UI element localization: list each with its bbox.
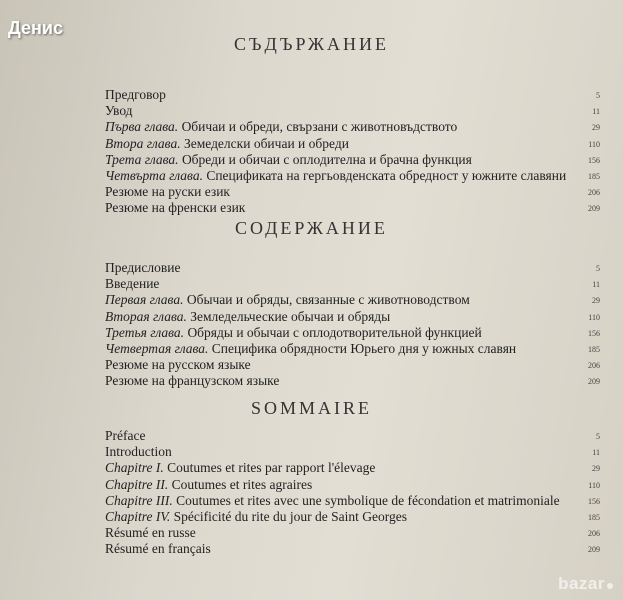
toc-entry: Résumé en français 209: [105, 541, 600, 557]
toc-entry: Резюме на френски език 209: [105, 200, 600, 216]
toc-entry: Третья глава. Обряды и обычаи с оплодотворительной функцией 156: [105, 324, 600, 340]
page-number: 29: [592, 296, 600, 306]
page-number: 11: [592, 280, 600, 290]
page-number: 11: [592, 107, 600, 117]
toc-entry: Четвертая глава. Специфика обрядности Юрьего дня у южных славян 185: [105, 340, 600, 356]
page-number: 206: [588, 361, 600, 371]
toc-entry: Chapitre I. Coutumes et rites par rapport l'élevage 29: [105, 460, 600, 476]
page-number: 156: [588, 328, 600, 338]
toc-entry: Предисловие 5: [105, 260, 600, 275]
toc-entry: Втора глава. Земеделски обичаи и обреди 110: [105, 135, 600, 151]
toc-entry: Четвърта глава. Спецификата на гергьовденската обредност у южните славяни 185: [105, 167, 600, 183]
page-number: 209: [588, 204, 600, 214]
toc-entry: Резюме на руски език 206: [105, 184, 600, 200]
toc-entry: Вторая глава. Земледельческие обычаи и обряды 110: [105, 308, 600, 324]
toc-entry: Введение 11: [105, 276, 600, 292]
toc-entry: Увод 11: [105, 103, 600, 119]
page-number: 206: [588, 529, 600, 539]
toc-entry: Chapitre IV. Spécificité du rite du jour de Saint Georges 185: [105, 508, 600, 524]
page-number: 110: [588, 139, 600, 149]
seller-watermark: Денис: [8, 18, 64, 38]
page-number: 185: [588, 512, 600, 522]
page-number: 206: [588, 188, 600, 198]
page-number: 5: [596, 432, 600, 441]
page-number: 29: [592, 123, 600, 133]
page-number: 110: [588, 480, 600, 490]
toc-entry: Первая глава. Обычаи и обряды, связанные с животноводством 29: [105, 292, 600, 308]
page-number: 29: [592, 464, 600, 474]
page-number: 185: [588, 171, 600, 181]
toc-list-french: [105, 428, 600, 558]
toc-entry: Chapitre II. Coutumes et rites agraires 110: [105, 476, 600, 492]
page-number: 209: [588, 377, 600, 387]
bazar-logo: bazar: [558, 574, 613, 594]
toc-entry: Предговор 5: [105, 87, 600, 102]
toc-entry: Préface 5: [105, 428, 600, 443]
toc-entry: Chapitre III. Coutumes et rites avec une symbolique de fécondation et matrimoniale 156: [105, 492, 600, 508]
page-number: 110: [588, 312, 600, 322]
page-number: 5: [596, 264, 600, 273]
toc-entry: Първа глава. Обичаи и обреди, свързани с животновъдството 29: [105, 119, 600, 135]
toc-entry: Резюме на русском языке 206: [105, 357, 600, 373]
page-number: 156: [588, 155, 600, 165]
page-number: 11: [592, 448, 600, 458]
toc-entry: Резюме на французском языке 209: [105, 373, 600, 389]
toc-list-russian: [105, 260, 600, 390]
page-number: 209: [588, 545, 600, 555]
section-title-french: SOMMAIRE: [250, 398, 372, 418]
toc-entry: Трета глава. Обреди и обичаи с оплодителна и брачна функция 156: [105, 151, 600, 167]
page-number: 156: [588, 496, 600, 506]
page-number: 5: [596, 91, 600, 100]
section-title-russian: СОДЕРЖАНИЕ: [235, 218, 388, 238]
toc-entry: Résumé en russe 206: [105, 525, 600, 541]
page-number: 185: [588, 344, 600, 354]
toc-list-bulgarian: [105, 87, 600, 217]
toc-entry: Introduction 11: [105, 444, 600, 460]
section-title-bulgarian: СЪДЪРЖАНИЕ: [234, 34, 389, 54]
